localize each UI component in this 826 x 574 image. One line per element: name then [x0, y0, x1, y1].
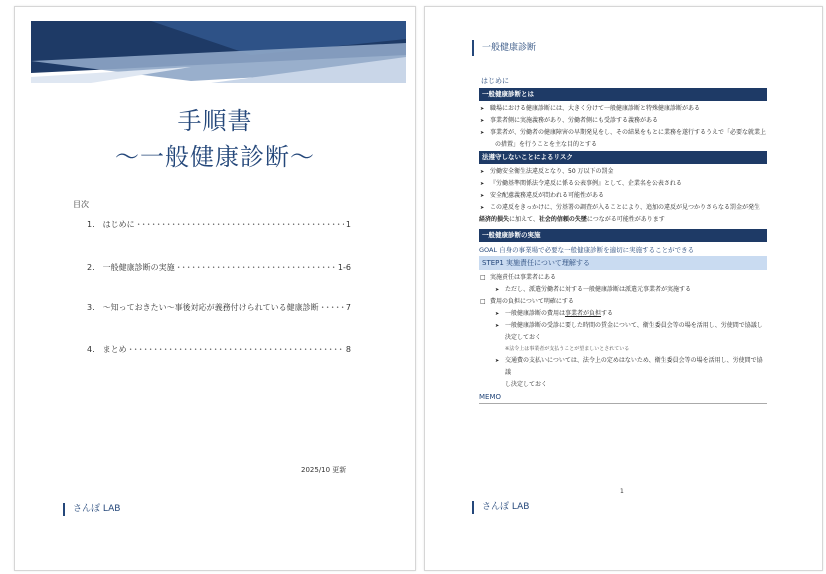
toc-number: 2. [87, 263, 95, 272]
content-page [424, 6, 823, 571]
risk-economic: 経済的損失 [479, 216, 510, 223]
memo-label: MEMO [479, 392, 767, 404]
risk-joiner: に加えて、 [509, 216, 539, 223]
sub-bullet [479, 308, 767, 320]
toc-number: 4. [87, 345, 95, 354]
section-heading: 法遵守しないことによるリスク [479, 151, 767, 164]
checkbox-item: □ 費用の負担について明確にする [479, 296, 767, 308]
page-number: 1 [620, 488, 624, 495]
risk-summary [479, 214, 767, 226]
bullet-item: ➤ 『労働基準関係法令違反に係る公表事例』として、企業名を公表される [479, 178, 767, 190]
step-heading: STEP1 実施責任について理解する [479, 256, 767, 270]
toc-leader [137, 219, 344, 230]
toc-number: 1. [87, 220, 95, 229]
sub-bullet-continuation: 決定しておく [505, 334, 542, 341]
update-date: 2025/10 更新 [301, 466, 347, 474]
section-heading: 一般健康診断とは [479, 88, 767, 101]
toc-label: 一般健康診断の実施 [102, 263, 175, 272]
page-header: 一般健康診断 [472, 40, 536, 56]
toc-page: 1 [345, 220, 351, 229]
risk-trust: 社会的信頼の失墜 [538, 216, 587, 223]
toc-page: 7 [345, 303, 351, 312]
toc-page: 8 [345, 345, 351, 354]
section-heading: 一般健康診断の実施 [479, 229, 767, 242]
bullet-item: ➤ 事業者側に実施義務があり、労働者側にも受診する義務がある [479, 115, 767, 127]
toc-label: ～知っておきたい～事後対応が義務付けられている健康診断 [102, 303, 319, 312]
risk-tail: につながる可能性があります [586, 216, 665, 223]
note-text: ※法令上は事業者が支払うことが望ましいとされている [505, 346, 630, 352]
toc-page: 1-6 [337, 263, 351, 272]
toc-label: まとめ [102, 345, 127, 354]
toc-heading: 目次 [73, 200, 89, 209]
sub-bullet: ➤ 一般健康診断の受診に要した時間の賃金について、衛生委員会等の場を活用し、労使間で協議し [479, 320, 767, 332]
toc-leader [177, 262, 336, 273]
toc-entry[interactable] [87, 344, 351, 355]
sub-bullet-continuation: し決定しておく [505, 381, 548, 388]
brand-footer: さんぽ LAB [472, 501, 529, 514]
bullet-item: ➤ この違反をきっかけに、労基署の調査が入ることにより、追加の違反が見つかりさらなる罰金が発生 [479, 202, 767, 214]
cost-tail: する [601, 310, 614, 317]
toc-leader [321, 302, 344, 313]
toc-entry[interactable] [87, 302, 351, 313]
cover-banner [31, 21, 406, 83]
toc-label: はじめに [102, 220, 135, 229]
toc-entry[interactable] [87, 219, 351, 230]
brand-footer: さんぽ LAB [63, 503, 120, 516]
bullet-continuation: の措置」を行うことを主な目的とする [495, 141, 598, 148]
intro-label: はじめに [481, 77, 509, 85]
toc-leader [129, 344, 344, 355]
cover-page [14, 6, 416, 571]
checkbox-item: □ 実施責任は事業者にある [479, 272, 767, 284]
goal-text: GOAL 自身の事業場で必要な一般健康診断を適切に実施することができる [479, 246, 695, 254]
document-title: 手順書 [177, 107, 253, 135]
page-content [479, 88, 767, 404]
cost-emphasis: 事業者が負担 [565, 310, 602, 317]
toc-number: 3. [87, 303, 95, 312]
bullet-item: ➤ 事業者が、労働者の健康障害の早期発見をし、その結果をもとに業務を遂行するうえで「必要な就業上 [479, 127, 767, 139]
toc-entry[interactable] [87, 262, 351, 273]
sub-bullet: ➤ ただし、派遣労働者に対する一般健康診断は派遣元事業者が実施する [479, 284, 767, 296]
document-subtitle: ～一般健康診断～ [115, 143, 315, 171]
bullet-item: ➤ 職場における健康診断には、大きく分けて一般健康診断と特殊健康診断がある [479, 103, 767, 115]
bullet-item: ➤ 労働安全衛生法違反となり、50 万以下の罰金 [479, 166, 767, 178]
sub-bullet: ➤ 交通費の支払いについては、法令上の定めはないため、衛生委員会等の場を活用し、労使間で協議 [479, 355, 767, 379]
cost-text: 一般健康診断の費用は [505, 310, 566, 317]
bullet-item: ➤ 安全配慮義務違反が問われる可能性がある [479, 190, 767, 202]
